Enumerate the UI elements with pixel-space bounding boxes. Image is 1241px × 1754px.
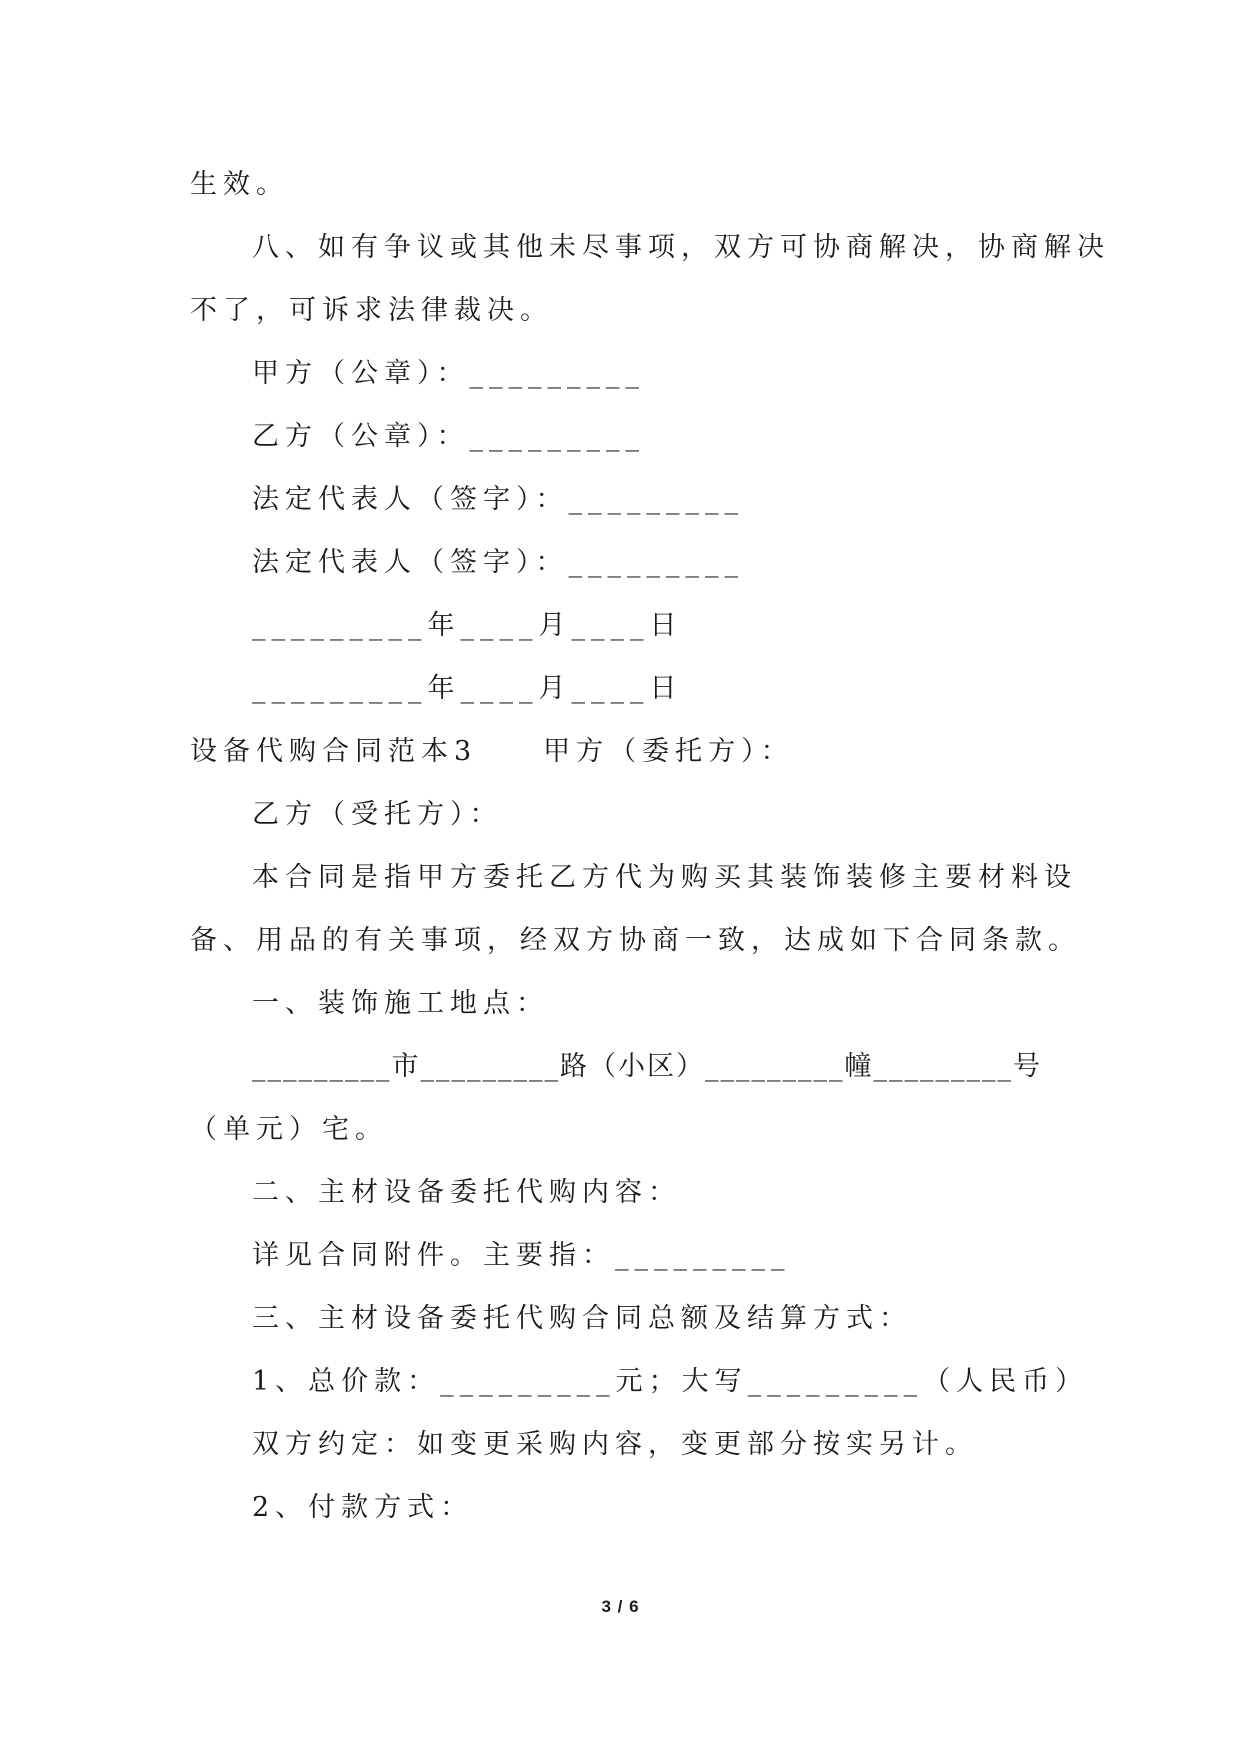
section-title: 设备代购合同范本3 甲方（委托方）： [190, 736, 794, 767]
text-line: 本合同是指甲方委托乙方代为购买其装饰装修主要材料设 [252, 862, 1077, 893]
text-line: 不了，可诉求法律裁决。 [190, 295, 553, 326]
address-line: _________市_________路（小区）_________幢_________号 [252, 1051, 1042, 1082]
text-line: 八、如有争议或其他未尽事项，双方可协商解决，协商解决 [252, 232, 1110, 263]
text-line: （单元）宅。 [190, 1114, 388, 1145]
signature-line: 法定代表人（签字）：_________ [252, 484, 744, 515]
text-line: 一、装饰施工地点： [252, 988, 549, 1019]
text-line: 双方约定：如变更采购内容，变更部分按实另计。 [252, 1429, 978, 1460]
text-line: 备、用品的有关事项，经双方协商一致，达成如下合同条款。 [190, 925, 1081, 956]
text-line: 三、主材设备委托代购合同总额及结算方式： [252, 1303, 912, 1334]
signature-line: 乙方（公章）：_________ [252, 421, 645, 452]
signature-line: 法定代表人（签字）：_________ [252, 547, 744, 578]
text-line: 二、主材设备委托代购内容： [252, 1177, 681, 1208]
text-line: 1、总价款：_________元；大写_________（人民币） [252, 1366, 1089, 1397]
date-line: _________年____月____日 [252, 673, 683, 704]
text-line: 乙方（受托方）： [252, 799, 503, 830]
text-line: 详见合同附件。主要指：_________ [252, 1240, 791, 1271]
date-line: _________年____月____日 [252, 610, 683, 641]
text-line: 2、付款方式： [252, 1492, 474, 1523]
signature-line: 甲方（公章）：_________ [252, 358, 645, 389]
page-number: 3 / 6 [601, 1597, 640, 1616]
text-line: 生效。 [190, 169, 289, 200]
